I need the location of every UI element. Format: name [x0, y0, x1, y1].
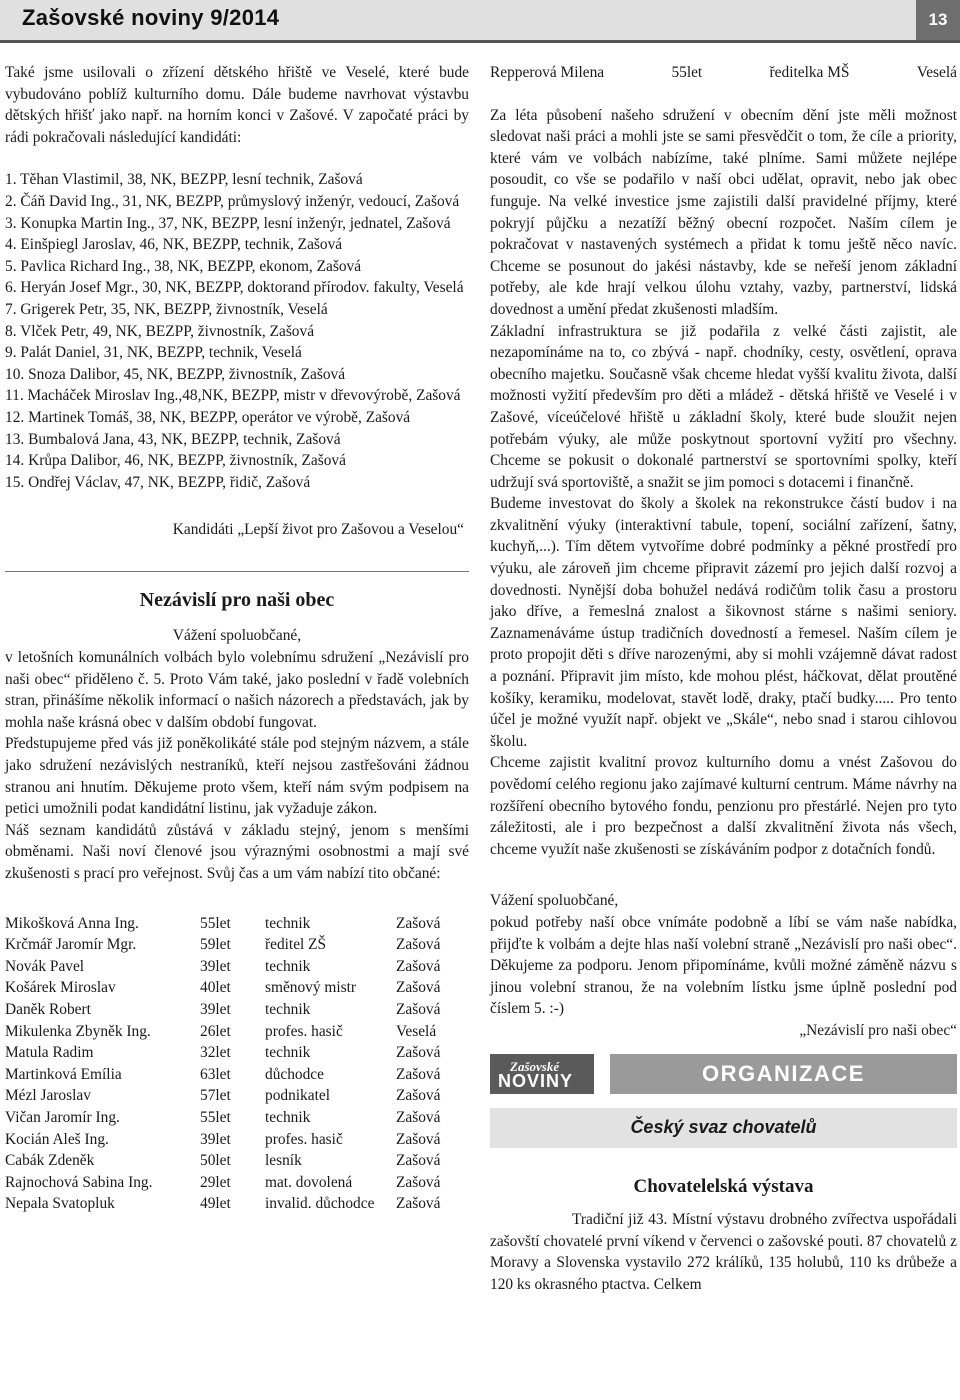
article-title: Chovatelelská výstava [633, 1175, 814, 1197]
person-age: 63let [200, 1065, 231, 1083]
person-profession: technik [265, 1000, 311, 1018]
person-age: 55let [200, 914, 231, 932]
list-item: 15. Ondřej Václav, 47, NK, BEZPP, řidič, Zašová [5, 473, 311, 491]
organizace-heading: ORGANIZACE [610, 1054, 957, 1094]
greeting: Vážení spoluobčané, [172, 627, 302, 645]
table-row [5, 1107, 466, 1129]
person-age: 57let [200, 1087, 231, 1105]
table-row [5, 1129, 466, 1151]
person-profession: technik [265, 957, 311, 975]
table-row [5, 956, 466, 978]
logo-line2: NOVINY [498, 1070, 574, 1091]
person-age: 59let [200, 936, 231, 954]
person-age: 55let [671, 64, 703, 81]
person-age: 40let [200, 979, 231, 997]
person-age: 32let [200, 1044, 231, 1062]
person-profession: technik [265, 1108, 311, 1126]
page-number: 13 [916, 0, 960, 40]
person-name: Krčmář Jaromír Mgr. [5, 936, 137, 954]
person-name: Mikulenka Zbyněk Ing. [5, 1022, 151, 1040]
person-profession: lesník [265, 1152, 302, 1170]
section-divider [5, 571, 469, 572]
right-column [490, 62, 957, 1296]
person-name: Nepala Svatopluk [5, 1195, 115, 1213]
person-name: Mézl Jaroslav [5, 1087, 91, 1105]
person-age: 49let [200, 1195, 231, 1213]
person-age: 29let [200, 1173, 231, 1191]
person-profession: podnikatel [265, 1087, 330, 1105]
person-profession: invalid. důchodce [265, 1195, 375, 1213]
person-age: 55let [200, 1108, 231, 1126]
person-town: Zašová [396, 1173, 441, 1191]
newspaper-logo [490, 1054, 594, 1094]
person-town: Zašová [396, 1087, 441, 1105]
table-row [5, 1021, 466, 1043]
person-age: 39let [200, 1000, 231, 1018]
paragraph: v letošních komunálních volbách bylo volebnímu sdružení „Nezávislí pro naši obec“ přiděleno č. 5. Proto Vám také, jako poslední v řadě volebních stran, přinášíme několik informací o našich názorech a představách, jak by mohla naše krásná obec v dalším období fungovat. [5, 649, 469, 731]
logo-line1: Zašovské [510, 1058, 560, 1074]
person-name: Novák Pavel [5, 957, 85, 975]
list-item: 10. Snoza Dalibor, 45, NK, BEZPP, živnostník, Zašová [5, 365, 346, 383]
newspaper-title: Zašovské noviny 9/2014 [22, 5, 280, 30]
paragraph: Tradiční již 43. Místní výstavu drobného zvířectva uspořádali zašovští chovatelé první víkend v červenci o zašovské pouti. 87 chovatelů z Moravy a Slovenska vystavilo 272 králíků, 135 holubů, 110 ks drůbeže a 120 ks okrasného ptactva. Celkem [490, 1211, 957, 1293]
paragraph: pokud potřeby naší obce vnímáte podobně a líbí se vám naše nabídka, přijďte k volbám a dejte hlas naší volební straně „Nezávislí pro naši obec“. Děkujeme za podporu. Jenom připomínáme, kvůli možné záměně názvu s jinou volební stranou, že na volebním lístku jsme úplně poslední pod číslem 5. :-) [490, 913, 957, 1018]
table-row [5, 999, 466, 1021]
list-item: 14. Krůpa Dalibor, 46, NK, BEZPP, živnostník, Zašová [5, 452, 346, 470]
person-name: Rajnochová Sabina Ing. [5, 1173, 153, 1191]
paragraph: Budeme investovat do školy a školek na rekonstrukce částí budov i na zkvalitnění výuky (interaktivní tabule, topení, sociální zařízení, šatny, kuchyň,...). Tím dětem vytvoříme dobré podmínky a pěkné prostředí pro výuku, ale zároveň jim chceme připravit zázemí pro jejich další rozvoj a dovednosti. Nynější doba bohužel nedává rodičům tolik času a prostoru jako dříve, a řemeslná znalost a šikovnost stárne s našimi seniory. Zaznamenáváme ústup tradičních dovedností a řemesel. Naším cílem je proto propojit děti s dříve narozenými, aby si mohli vzájemně dávat radost a poznání. Připravit jim místo, kde mohou plést, háčkovat, dělat proutěné košíky, keramiku, modelovat, stavět lodě, draky, ptačí budky..... Pro tento účel je možné využít např. objekt ve „Skále“, nebo snad i starou cihlovou školu. [490, 495, 957, 750]
person-town: Veselá [916, 64, 957, 81]
person-name: Martinková Emília [5, 1065, 122, 1083]
paragraph: Náš seznam kandidátů zůstává v základu stejný, jenom s menšími obměnami. Naši noví členové jsou výraznými osobnostmi a mají své zkušenosti s prací pro veřejnost. Svůj čas a um vám nabízí tito občané: [5, 821, 469, 882]
svaz-heading: Český svaz chovatelů [490, 1108, 957, 1148]
person-name: Mikošková Anna Ing. [5, 914, 139, 932]
person-name: Kocián Aleš Ing. [5, 1130, 109, 1148]
person-name: Cabák Zdeněk [5, 1152, 95, 1170]
person-profession: technik [265, 1044, 311, 1062]
person-town: Zašová [396, 1195, 441, 1213]
person-profession: mat. dovolená [265, 1173, 353, 1191]
left-column [5, 62, 469, 1215]
person-name: Matula Radim [5, 1044, 94, 1062]
person-town: Zašová [396, 1000, 441, 1018]
person-profession: profes. hasič [265, 1130, 343, 1148]
paragraph: Chceme zajistit kvalitní provoz kulturního domu a vnést Zašovou do povědomí celého regionu jako zajímavé kulturní centrum. Máme návrhy na rozšíření obecního bytového fondu, penzionu pro přestárlé. Nejen pro tyto záležitosti, ale i pro bezpečnost a další zkvalitnění života nás všech, chceme využít naše zkušenosti se získáváním podpor z dotačních fondů. [490, 754, 957, 858]
person-town: Zašová [396, 914, 441, 932]
table-row [5, 1085, 466, 1107]
person-town: Veselá [396, 1022, 437, 1040]
table-row [490, 62, 957, 84]
candidate-list [5, 169, 469, 493]
person-name: Košárek Miroslav [5, 979, 116, 997]
table-row [5, 913, 466, 935]
table-row [5, 1150, 466, 1172]
person-town: Zašová [396, 957, 441, 975]
person-profession: ředitelka MŠ [769, 64, 850, 81]
greeting: Vážení spoluobčané, [490, 892, 619, 910]
section-title: Nezávislí pro naši obec [139, 588, 335, 611]
person-age: 26let [200, 1022, 231, 1040]
person-name: Daněk Robert [5, 1000, 91, 1018]
person-profession: směnový mistr [265, 979, 357, 997]
person-profession: důchodce [265, 1065, 324, 1083]
list-item: 2. Čáň David Ing., 31, NK, BEZPP, průmyslový inženýr, vedoucí, Zašová [5, 192, 460, 210]
list-item: 5. Pavlica Richard Ing., 38, NK, BEZPP, ekonom, Zašová [5, 257, 362, 275]
list-item: 3. Konupka Martin Ing., 37, NK, BEZPP, lesní inženýr, jednatel, Zašová [5, 214, 451, 232]
person-profession: profes. hasič [265, 1022, 343, 1040]
list-item: 6. Heryán Josef Mgr., 30, NK, BEZPP, doktorand přírodov. fakulty, Veselá [5, 279, 464, 297]
person-town: Zašová [396, 979, 441, 997]
person-town: Zašová [396, 1044, 441, 1062]
candidates-table [5, 913, 466, 1215]
page-header [0, 0, 960, 43]
table-row [5, 1193, 466, 1215]
person-town: Zašová [396, 1130, 441, 1148]
table-row [5, 1064, 466, 1086]
intro-paragraph: Také jsme usilovali o zřízení dětského hřiště ve Veselé, které bude vybudováno poblíž kulturního domu. Dále budeme navrhovat výstavbu dětských hřišť jako např. na horním konci v Zašové. V započaté práci by rádi pokračovali následující kandidáti: [5, 64, 469, 146]
person-name: Repperová Milena [490, 64, 605, 81]
paragraph: Předstupujeme před vás již poněkolikáté stále pod stejným názvem, a stále jako sdružení nezávislých nestraníků, kteří nejsou zastřešováni žádnou stranou ani hnutím. Děkujeme proto všem, kteří nám svým podpisem na petici umožnili podat kandidátní listinu, jak vyžaduje zákon. [5, 735, 469, 818]
person-profession: technik [265, 914, 311, 932]
person-name: Vičan Jaromír Ing. [5, 1108, 120, 1126]
list-item: 13. Bumbalová Jana, 43, NK, BEZPP, technik, Zašová [5, 430, 341, 448]
person-age: 39let [200, 957, 231, 975]
table-row [5, 1172, 466, 1194]
list-item: 11. Macháček Miroslav Ing.,48,NK, BEZPP, mistr v dřevovýrobě, Zašová [5, 387, 461, 405]
list-item: 1. Těhan Vlastimil, 38, NK, BEZPP, lesní technik, Zašová [5, 171, 363, 189]
table-row [5, 977, 466, 999]
list-item: 12. Martinek Tomáš, 38, NK, BEZPP, operátor ve výrobě, Zašová [5, 408, 411, 426]
person-profession: ředitel ZŠ [265, 936, 327, 954]
person-age: 50let [200, 1152, 231, 1170]
person-town: Zašová [396, 1108, 441, 1126]
person-town: Zašová [396, 936, 441, 954]
paragraph: Základní infrastruktura se již podařila z velké části zajistit, ale nezapomínáme na to, co zbývá - např. chodníky, cesty, osvětlení, oprava obecního majetku. Současně však chceme hledat vyšší kvalitu života, další možnosti vyžití především pro děti a mládež - dětská hřiště ve Veselé i v Zašové, víceúčelové hřiště u základní školy, které bude sloužit nejen potřebám výuky, ale může poskytnout sportovní vyžití pro všechny. Chceme se pokusit o dokonalé partnerství se sportovními spolky, kteří udržují svá sportoviště, a snažit se jim pomoci s dotacemi i finančně. [490, 322, 957, 491]
list-item: 8. Vlček Petr, 49, NK, BEZPP, živnostník, Zašová [5, 322, 315, 340]
person-town: Zašová [396, 1152, 441, 1170]
party-signature: „Nezávislí pro naši obec“ [799, 1021, 957, 1039]
table-row [5, 934, 466, 956]
candidates-signature: Kandidáti „Lepší život pro Zašovou a Veselou“ [172, 521, 464, 539]
list-item: 4. Einšpiegl Jaroslav, 46, NK, BEZPP, technik, Zašová [5, 236, 343, 254]
paragraph: Za léta působení našeho sdružení v obecním dění jste měli možnost sledovat naši práci a mohli jste se sami přesvědčit o tom, že cíle a priority, které vám ve volbách nabízíme, také plníme. Sami můžete nejlépe posoudit, co vše se podařilo v naší obci udělat, opravit, nebo jak obec funguje. Na velké investice jsme zajistili další pravidelné příjmy, které pokryjí půjčku a nezatíží běžný obecní rozpočet. Naším cílem je pokračovat v nastavených systémech a přidat k tomu ještě něco navíc. Chceme se posunout do jakési nástavby, kde se neřeší jenom základní potřeby, ale kde hrají velkou úlohu vztahy, vazby, partnerství, lidská dovednost a umění předat zkušenosti mladším. [490, 106, 957, 318]
list-item: 7. Grigerek Petr, 35, NK, BEZPP, živnostník, Veselá [5, 300, 328, 318]
table-row [5, 1042, 466, 1064]
person-town: Zašová [396, 1065, 441, 1083]
list-item: 9. Palát Daniel, 31, NK, BEZPP, technik, Veselá [5, 344, 302, 362]
organizace-banner [490, 1054, 957, 1094]
person-age: 39let [200, 1130, 231, 1148]
